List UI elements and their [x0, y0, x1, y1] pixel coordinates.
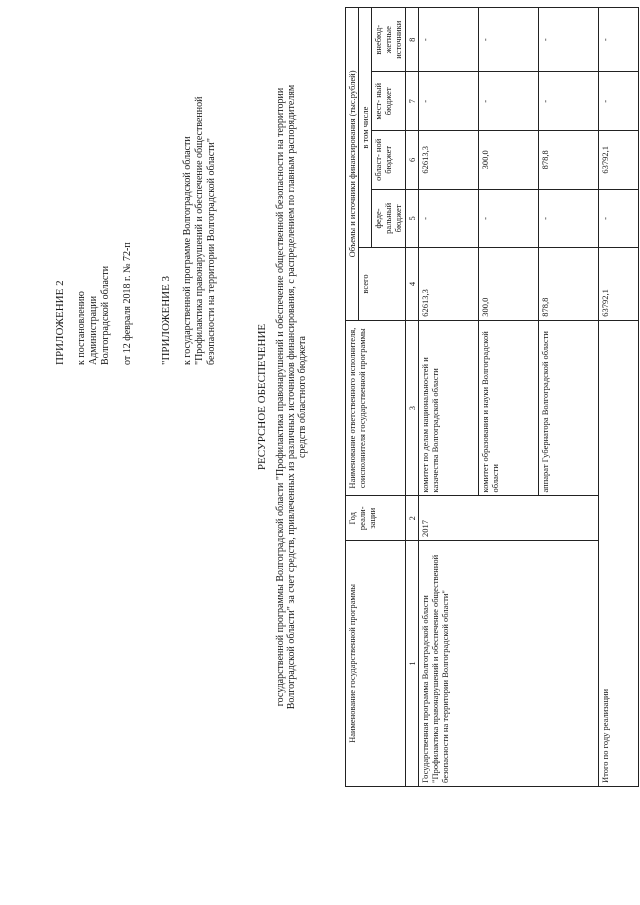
total-row-label: Итого по году реализации: [599, 320, 639, 786]
total-row: [599, 8, 639, 787]
local-cell: -: [419, 72, 479, 131]
appendix-2-title: ПРИЛОЖЕНИЕ 2: [54, 280, 66, 365]
extra-cell: -: [539, 8, 599, 72]
col-number: 7: [406, 72, 419, 131]
col-number: 5: [406, 189, 419, 248]
regional-cell: 62613,3: [419, 131, 479, 190]
table-row: [419, 8, 479, 787]
header-volumes: Объемы и источники финансирования (тыс.рублей): [346, 8, 359, 321]
appendix-3-block: [160, 97, 218, 365]
total-cell: 62613,3: [419, 248, 479, 321]
header-total: всего: [359, 248, 406, 321]
total-cell: 878,8: [539, 248, 599, 321]
header-local: мест- ный бюджет: [372, 72, 406, 131]
extra-cell: -: [479, 8, 539, 72]
total-row-local: -: [599, 72, 639, 131]
total-row-regional: 63792,1: [599, 131, 639, 190]
col-number: 8: [406, 8, 419, 72]
col-number: 6: [406, 131, 419, 190]
doc-subtitle-line: государственной программы Волгоградской области "Профилактика правонарушений и обеспечение общественной безопасности на территории: [275, 87, 286, 707]
col-number: 3: [406, 320, 419, 496]
appendix-3-line: безопасности на территории Волгоградской области": [206, 138, 217, 365]
total-row-federal: -: [599, 189, 639, 248]
col-number: 4: [406, 248, 419, 321]
appendix-2-line: Волгоградской области: [100, 265, 111, 365]
resource-table: [345, 7, 639, 787]
doc-subtitle-line: Волгоградской области" за счет средств, привлеченных из различных источников финансирования, с распределением по главным распорядителям: [286, 84, 297, 710]
header-program-name: Наименование государственной программы: [346, 541, 406, 787]
header-including: в том числе: [359, 8, 372, 248]
doc-subtitle-line: средств областного бюджета: [297, 336, 308, 458]
header-extra: внебюд- жетные источники: [372, 8, 406, 72]
executor-cell: комитет по делам национальностей и казачества Волгоградской области: [419, 320, 479, 496]
appendix-3-line: "Профилактика правонарушений и обеспечение общественной: [194, 96, 205, 365]
extra-cell: -: [419, 8, 479, 72]
local-cell: -: [539, 72, 599, 131]
federal-cell: -: [419, 189, 479, 248]
regional-cell: 300,0: [479, 131, 539, 190]
federal-cell: -: [539, 189, 599, 248]
col-number: 1: [406, 541, 419, 787]
executor-cell: комитет образования и науки Волгоградской области: [479, 320, 539, 496]
appendix-2-date: от 12 февраля 2018 г. № 72-п: [122, 242, 133, 365]
appendix-3-title: "ПРИЛОЖЕНИЕ 3: [160, 275, 172, 365]
appendix-2-line: к постановлению: [76, 291, 87, 365]
local-cell: -: [479, 72, 539, 131]
header-year: Год реали- зации: [346, 496, 406, 541]
doc-title-block: [255, 7, 308, 787]
doc-title: РЕСУРСНОЕ ОБЕСПЕЧЕНИЕ: [256, 323, 268, 471]
year-cell: 2017: [419, 496, 599, 541]
header-federal: феде- ральный бюджет: [372, 189, 406, 248]
program-cell: Государственная программа Волгоградской области "Профилактика правонарушений и обеспечение общественной безопасности на территории Волгоградской области": [419, 541, 599, 787]
total-row-total: 63792,1: [599, 248, 639, 321]
total-cell: 300,0: [479, 248, 539, 321]
federal-cell: -: [479, 189, 539, 248]
total-row-extra: -: [599, 8, 639, 72]
col-number: 2: [406, 496, 419, 541]
executor-cell: аппарат Губернатора Волгоградской области: [539, 320, 599, 496]
header-executor: Наименование ответственного исполнителя, соисполнителя государственной программы: [346, 320, 406, 496]
regional-cell: 878,8: [539, 131, 599, 190]
header-regional: област- ной бюджет: [372, 131, 406, 190]
appendix-3-line: к государственной программе Волгоградской области: [182, 136, 193, 365]
appendix-2-block: [54, 242, 134, 365]
appendix-2-line: Администрации: [88, 295, 99, 365]
